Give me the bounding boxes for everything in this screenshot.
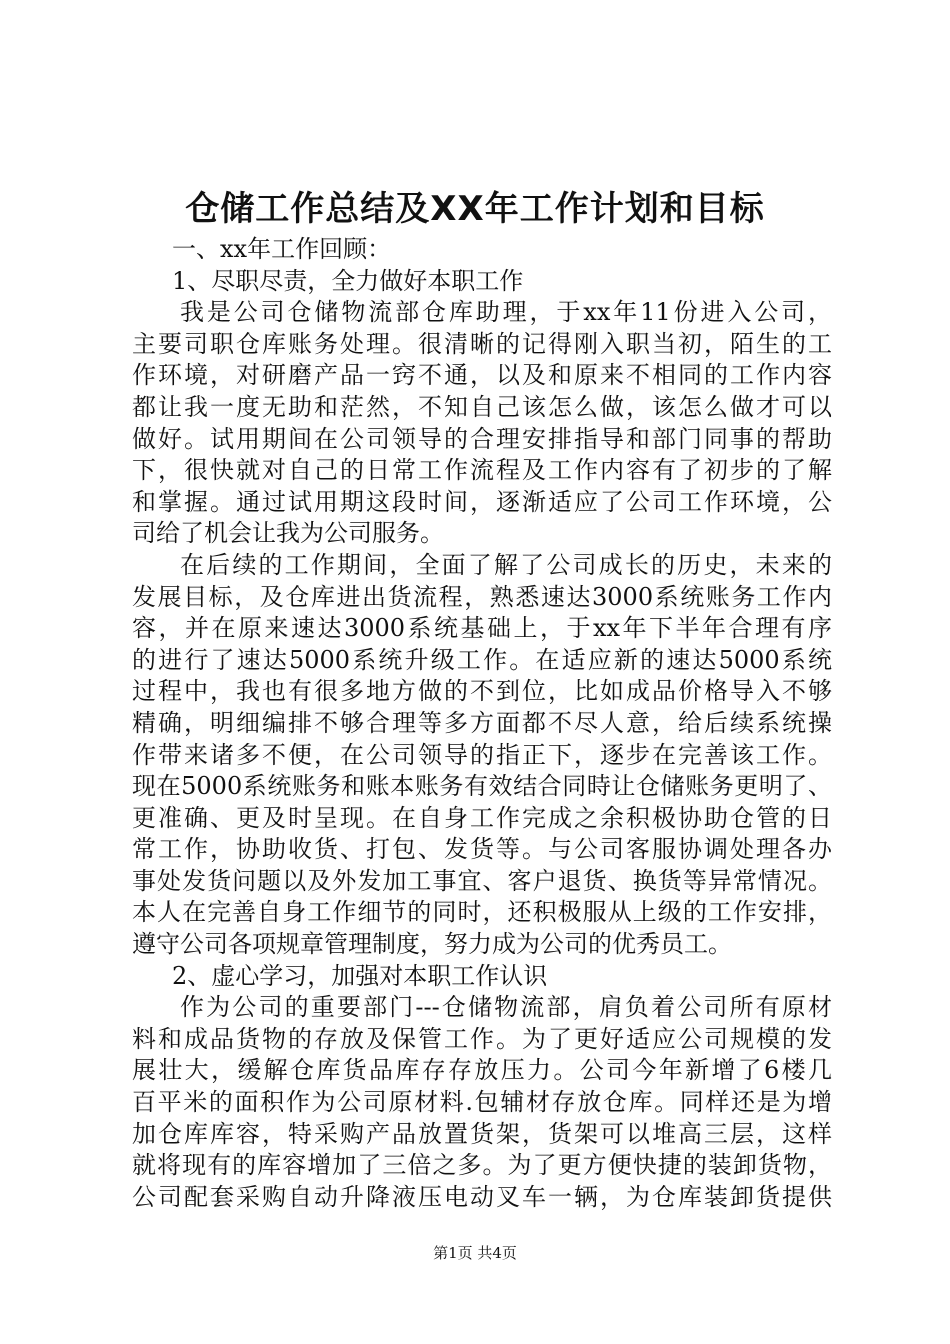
paragraph-line: 本人在完善自身工作细节的同时，还积极服从上级的工作安排， [132,898,832,927]
paragraph-line: 作为公司的重要部门---仓储物流部，肩负着公司所有原材 [180,993,832,1022]
page-number-footer: 第1页 共4页 [433,1244,517,1262]
paragraph-line: 百平米的面积作为公司原材料.包辅材存放仓库。同样还是为增 [132,1088,832,1117]
subsection-heading: 1、尽职尽责，全力做好本职工作 [172,266,524,295]
paragraph-line: 作环境，对研磨产品一窍不通，以及和原来不相同的工作内容 [132,361,832,390]
paragraph-line: 发展目标，及仓库进出货流程，熟悉速达3000系统账务工作内 [132,582,832,611]
paragraph-line: 在后续的工作期间，全面了解了公司成长的历史，未来的 [180,550,832,579]
paragraph-line: 就将现有的库容增加了三倍之多。为了更方便快捷的装卸货物， [132,1151,832,1180]
document-title: 仓储工作总结及XX年工作计划和目标 [185,189,765,229]
paragraph-line: 加仓库库容，特采购产品放置货架，货架可以堆高三层，这样 [132,1119,832,1148]
paragraph-line: 作带来诸多不便，在公司领导的指正下，逐步在完善该工作。 [132,740,832,769]
paragraph-line: 展壮大，缓解仓库货品库存存放压力。公司今年新增了6楼几 [132,1056,832,1085]
paragraph-line: 和掌握。通过试用期这段时间，逐渐适应了公司工作环境，公 [132,487,832,516]
paragraph-line: 主要司职仓库账务处理。很清晰的记得刚入职当初，陌生的工 [132,329,832,358]
paragraph-line: 下，很快就对自己的日常工作流程及工作内容有了初步的了解 [132,456,832,485]
paragraph-line: 我是公司仓储物流部仓库助理，于xx年11份进入公司， [180,298,832,327]
paragraph-line: 现在5000系统账务和账本账务有效结合同時让仓储账务更明了、 [132,772,832,801]
paragraph-line: 常工作，协助收货、打包、发货等。与公司客服协调处理各办 [132,835,832,864]
section-heading: 一、xx年工作回顾： [172,235,392,263]
paragraph-line: 司给了机会让我为公司服务。 [132,519,444,548]
paragraph-line: 过程中，我也有很多地方做的不到位，比如成品价格导入不够 [132,677,832,706]
subsection-heading: 2、虚心学习，加强对本职工作认识 [172,961,548,990]
paragraph-line: 的进行了速达5000系统升级工作。在适应新的速达5000系统 [132,645,832,674]
paragraph-line: 遵守公司各项规章管理制度，努力成为公司的优秀员工。 [132,930,732,959]
paragraph-line: 更准确、更及时呈现。在自身工作完成之余积极协助仓管的日 [132,803,832,832]
paragraph-line: 容，并在原来速达3000系统基础上，于xx年下半年合理有序 [132,614,832,643]
paragraph-line: 事处发货问题以及外发加工事宜、客户退货、换货等异常情况。 [132,866,832,895]
paragraph-line: 料和成品货物的存放及保管工作。为了更好适应公司规模的发 [132,1024,832,1053]
paragraph-line: 公司配套采购自动升降液压电动叉车一辆，为仓库装卸货提供 [132,1182,832,1211]
paragraph-line: 精确，明细编排不够合理等多方面都不尽人意，给后续系统操 [132,708,832,737]
paragraph-line: 做好。试用期间在公司领导的合理安排指导和部门同事的帮助 [132,424,832,453]
paragraph-line: 都让我一度无助和茫然，不知自己该怎么做，该怎么做才可以 [132,392,832,421]
document-body [132,234,832,1213]
